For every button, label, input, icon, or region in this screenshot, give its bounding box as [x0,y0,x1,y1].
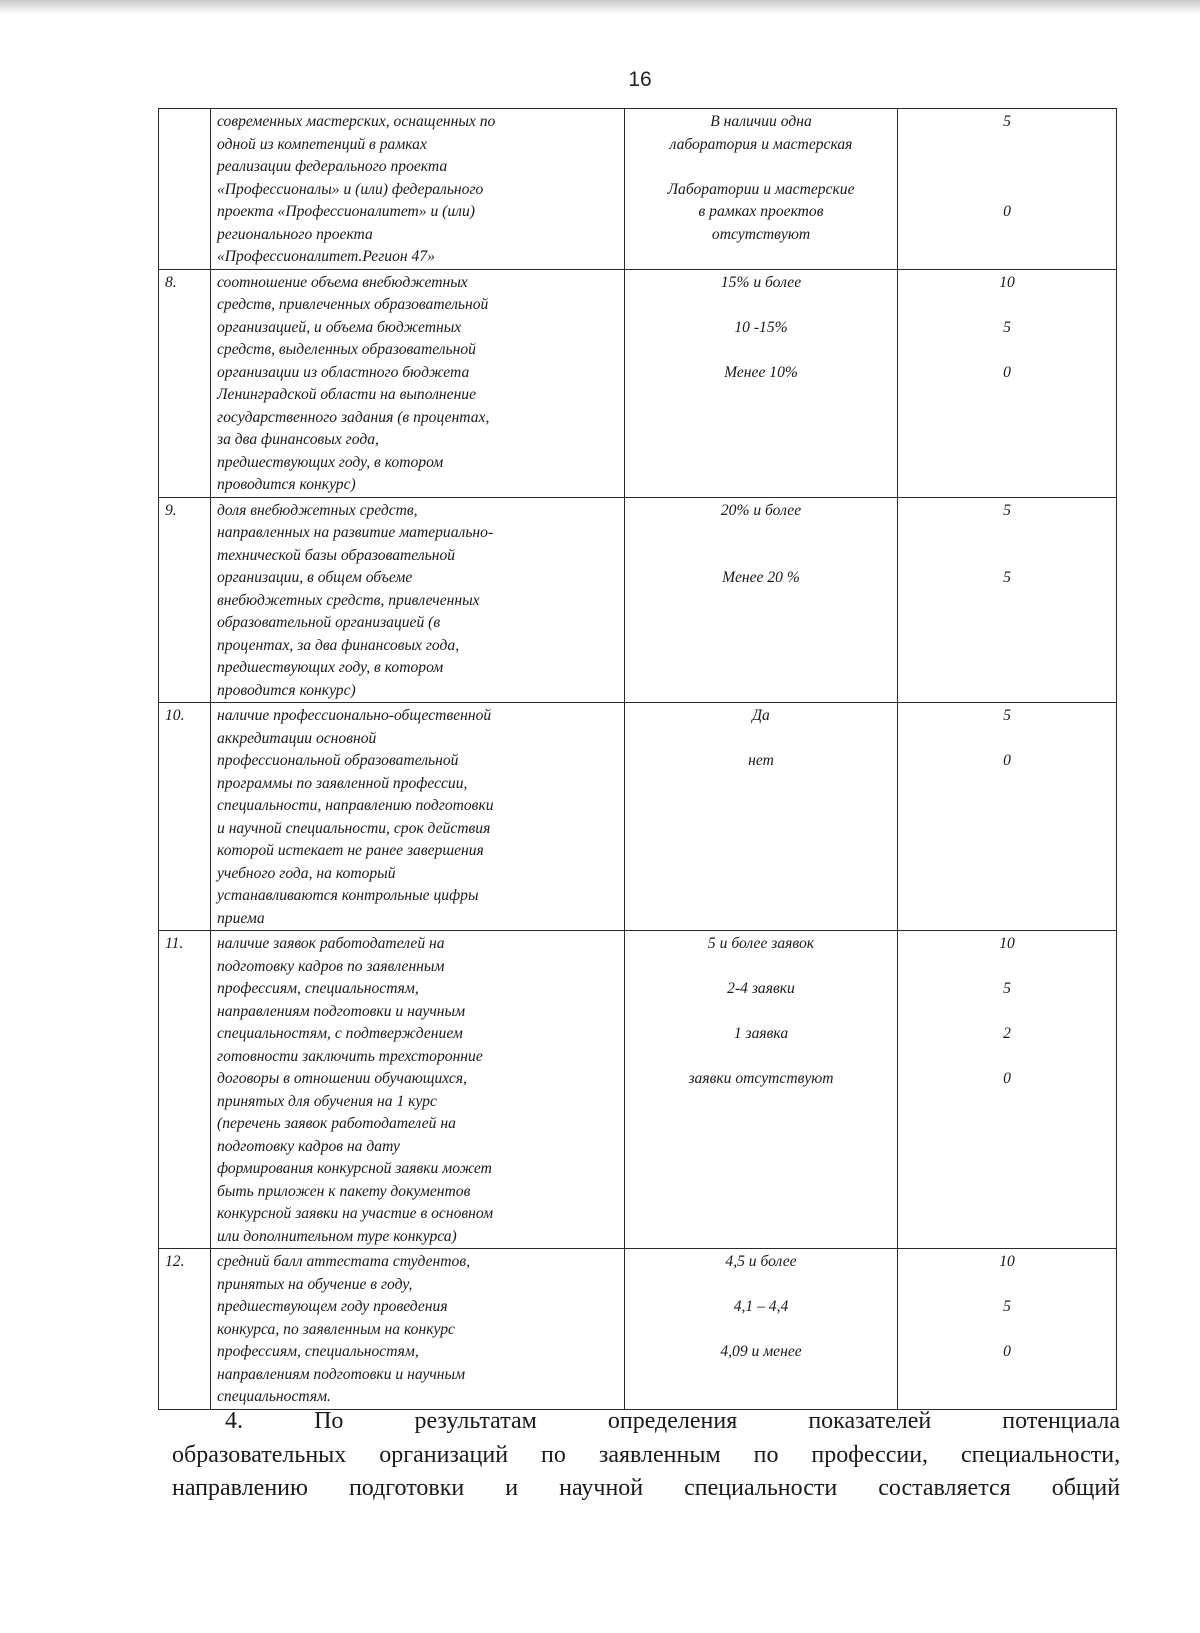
criterion-score: 0 [1003,1343,1011,1360]
table-row [159,931,1117,1249]
criterion-score: 0 [1003,203,1011,220]
criterion-value-cell [625,1249,898,1410]
spacer [631,1274,891,1297]
criterion-line: направлениям подготовки и научным [217,1365,466,1383]
criterion-score-cell [898,931,1117,1249]
table-row [159,1249,1117,1410]
table-row [159,109,1117,270]
criterion-line: организации, в общем объеме [217,569,413,586]
criterion-line: процентах, за два финансовых года, [217,636,460,654]
criterion-score-cell [898,269,1117,497]
paragraph-word: по [753,1441,779,1468]
criterion-line: формирования конкурсной заявки может [217,1160,492,1177]
criterion-value: Менее 20 % [722,569,800,586]
paragraph-word: специальности, [961,1441,1121,1468]
criterion-score: 10 [999,1253,1015,1270]
criterion-value: 15% и более [720,273,802,291]
spacer [904,1274,1110,1297]
criterion-value: в рамках проектов [698,203,824,220]
spacer [631,545,891,568]
criterion-score-cell [898,1249,1117,1410]
row-number [159,109,211,270]
criterion-score: 0 [1003,1070,1011,1087]
criterion-line: внебюджетных средств, привлеченных [217,591,480,609]
criterion-value-cell [625,269,898,497]
criterion-line: средний балл аттестата студентов, [217,1253,470,1270]
body-paragraph [172,1405,1120,1506]
criterion-value: 4,5 и более [725,1253,797,1270]
row-number: 8. [159,269,211,497]
criteria-table [158,108,1117,1410]
criterion-line: или дополнительном туре конкурса) [217,1227,457,1245]
table-row [159,497,1117,703]
criterion-line: проводится конкурс) [217,476,356,493]
criterion-score: 5 [1003,113,1011,130]
paragraph-line [172,1405,1120,1439]
criterion-line: аккредитации основной [217,729,377,747]
paragraph-line [172,1439,1120,1473]
spacer [904,294,1110,317]
criterion-line: конкурсной заявки на участие в основном [217,1205,494,1222]
paragraph-word: и [505,1475,519,1501]
criterion-description [211,269,625,497]
criterion-value: 5 и более заявок [707,935,815,952]
criterion-line: образовательной организацией (в [217,614,441,631]
criterion-score: 5 [1003,980,1011,997]
criterion-line: программы по заявленной профессии, [217,774,468,792]
criterion-line: организации из областного бюджета [217,363,470,381]
criterion-line: средств, выделенных образовательной [217,341,476,358]
paragraph-word: результатам [414,1408,537,1434]
paragraph-word: направлению [172,1475,308,1501]
criterion-score: 10 [999,935,1015,952]
spacer [631,294,891,317]
spacer [631,728,891,751]
paragraph-line [172,1472,1120,1506]
criterion-line: профессиям, специальностям, [217,980,419,997]
criterion-line: технической базы образовательной [217,546,456,564]
criterion-line: специальностям. [217,1388,331,1405]
criterion-line: предшествующих году, в котором [217,659,444,676]
criterion-score: 5 [1003,318,1011,336]
criterion-line: принятых для обучения на 1 курс [217,1092,437,1110]
criteria-table-body [159,109,1117,1410]
criterion-line: современных мастерских, оснащенных по [217,113,496,130]
criterion-score: 5 [1003,1298,1011,1315]
criterion-value: отсутствуют [711,225,811,243]
paragraph-word: По [314,1408,344,1434]
criterion-value-cell [625,497,898,703]
row-number: 10. [159,703,211,931]
paragraph-word: специальности [684,1475,838,1501]
spacer [631,956,891,979]
criterion-line: проекта «Профессионалитет» и (или) [217,203,475,220]
paragraph-word: определения [607,1408,738,1434]
spacer [631,339,891,362]
criterion-line: быть приложен к пакету документов [217,1182,471,1200]
criterion-line: готовности заключить трехсторонние [217,1047,483,1065]
spacer [904,522,1110,545]
criterion-line: доля внебюджетных средств, [217,501,418,519]
criterion-line: «Профессионалитет.Регион 47» [217,248,435,265]
spacer [904,134,1110,157]
criterion-line: и научной специальности, срок действия [217,819,491,837]
criterion-description [211,497,625,703]
criterion-line: организацией, и объема бюджетных [217,318,462,336]
paragraph-word: показателей [808,1408,932,1434]
criterion-line: (перечень заявок работодателей на [217,1115,456,1132]
criterion-line: специальностям, с подтверждением [217,1025,463,1042]
criterion-value: 10 -15% [734,318,788,336]
criterion-score-cell [898,497,1117,703]
paragraph-word: подготовки [348,1475,465,1501]
criterion-value-cell [625,109,898,270]
spacer [631,1001,891,1024]
criterion-value: 2-4 заявки [727,980,795,997]
spacer [631,156,891,179]
criterion-line: проводится конкурс) [217,681,356,699]
criterion-line: за два финансовых года, [217,431,379,448]
criterion-line: устанавливаются контрольные цифры [217,887,479,904]
criterion-value: Менее 10% [724,363,798,381]
spacer [904,1001,1110,1024]
criterion-value: Лаборатории и мастерские [667,180,855,198]
criterion-line: принятых на обучение в году, [217,1275,413,1293]
row-number: 11. [159,931,211,1249]
criterion-line: предшествующих году, в котором [217,453,444,471]
criterion-value: нет [748,752,774,769]
criterion-score: 5 [1003,501,1011,519]
criterion-value-cell [625,703,898,931]
criterion-line: которой истекает не ранее завершения [217,842,484,859]
criterion-value: В наличии одна [710,113,812,130]
criterion-line: приема [217,909,265,927]
criterion-line: наличие заявок работодателей на [217,935,445,952]
criterion-value: 4,09 и менее [720,1343,802,1360]
criterion-line: реализации федерального проекта [217,158,448,175]
spacer [631,522,891,545]
criterion-line: Ленинградской области на выполнение [217,386,477,403]
criterion-line: конкурса, по заявленным на конкурс [217,1320,455,1338]
criterion-line: учебного года, на который [217,864,396,882]
criterion-value: лаборатория и мастерская [669,135,853,153]
spacer [904,1046,1110,1069]
criterion-value: 4,1 – 4,4 [733,1298,789,1315]
paragraph-word: 4. [225,1408,243,1434]
table-row [159,269,1117,497]
criterion-line: наличие профессионально-общественной [217,707,492,724]
criterion-line: направлениям подготовки и научным [217,1002,466,1020]
spacer [904,156,1110,179]
criterion-line: государственного задания (в процентах, [217,408,490,426]
spacer [904,1319,1110,1342]
criterion-score-cell [898,703,1117,931]
criterion-score: 0 [1003,363,1011,381]
spacer [631,1319,891,1342]
criterion-line: профессиям, специальностям, [217,1343,419,1360]
scan-edge [0,0,1200,14]
criterion-value: Да [752,707,770,724]
criterion-score: 0 [1003,752,1011,769]
criterion-line: специальности, направлению подготовки [217,797,494,814]
spacer [904,179,1110,202]
paragraph-word: профессии, [811,1441,929,1468]
spacer [904,339,1110,362]
spacer [904,728,1110,751]
criterion-line: «Профессионалы» и (или) федерального [217,180,484,198]
criterion-description [211,931,625,1249]
criterion-line: средств, привлеченных образовательной [217,296,489,313]
criterion-score-cell [898,109,1117,270]
criterion-line: предшествующем году проведения [217,1298,448,1315]
table-row [159,703,1117,931]
criterion-score: 10 [999,273,1015,291]
criterion-value: 1 заявка [733,1025,789,1042]
criterion-line: регионального проекта [217,225,373,243]
page-number: 16 [628,68,652,91]
criterion-line: подготовку кадров по заявленным [217,957,445,975]
criterion-description [211,1249,625,1410]
criterion-value: заявки отсутствуют [688,1070,834,1087]
spacer [631,1046,891,1069]
spacer [904,545,1110,568]
criterion-line: соотношение объема внебюджетных [217,273,468,291]
paragraph-word: заявленным [598,1441,721,1468]
paragraph-word: потенциала [1002,1408,1120,1434]
criterion-line: профессиональной образовательной [217,752,459,769]
paragraph-word: образовательных [172,1441,347,1468]
paragraph-word: по [541,1441,566,1468]
criterion-score: 5 [1003,707,1011,724]
paragraph-word: общий [1051,1475,1121,1501]
paragraph-word: организаций [379,1441,509,1468]
criterion-description [211,703,625,931]
paragraph-word: составляется [878,1475,1011,1501]
spacer [904,956,1110,979]
criterion-score: 2 [1003,1025,1011,1042]
criterion-value: 20% и более [720,501,802,519]
criterion-line: одной из компетенций в рамках [217,135,427,153]
criterion-score: 5 [1003,569,1011,586]
criterion-line: направленных на развитие материально- [217,524,494,541]
criterion-line: договоры в отношении обучающихся, [217,1070,467,1087]
row-number: 12. [159,1249,211,1410]
criterion-line: подготовку кадров на дату [217,1137,400,1155]
paragraph-word: научной [559,1475,644,1501]
criterion-value-cell [625,931,898,1249]
criterion-description [211,109,625,270]
row-number: 9. [159,497,211,703]
